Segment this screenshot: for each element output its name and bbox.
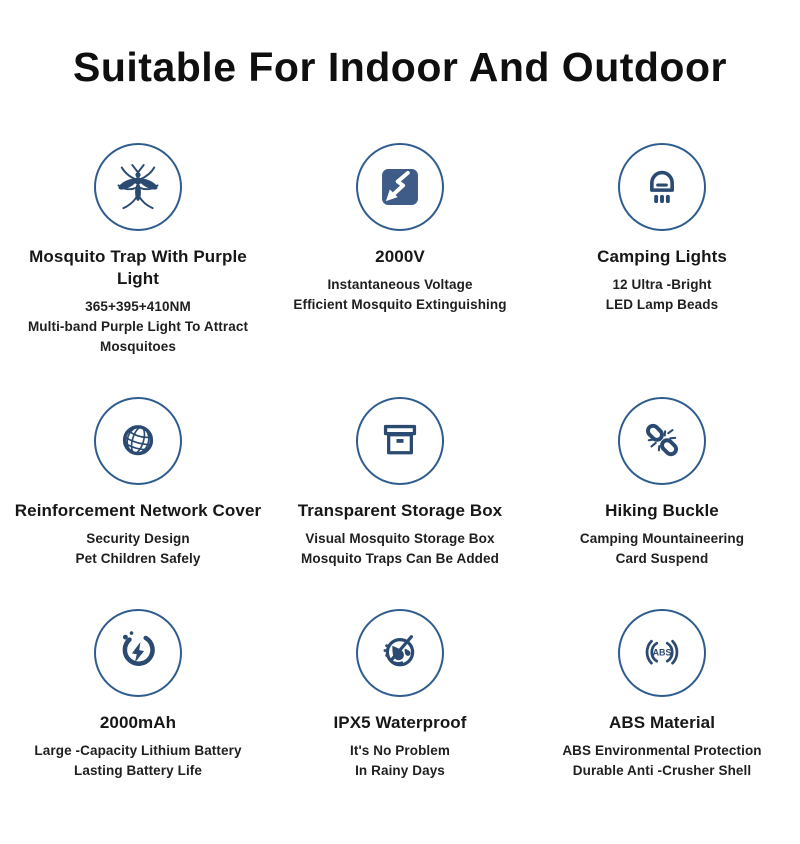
network-cover-icon [94, 397, 182, 485]
feature-desc-line: Lasting Battery Life [73, 763, 203, 778]
feature-desc-line: It's No Problem [350, 743, 450, 758]
feature-title: Mosquito Trap With Purple Light [29, 247, 247, 288]
feature-card-waterproof [269, 609, 531, 781]
feature-card-camping-lights [531, 143, 793, 357]
feature-title: 2000V [375, 247, 425, 266]
feature-title: 2000mAh [99, 713, 177, 732]
feature-desc-line: Multi-band Purple Light To Attract Mosquitoes [27, 319, 249, 354]
feature-grid [0, 143, 800, 781]
battery-icon [94, 609, 182, 697]
feature-desc-line: Visual Mosquito Storage Box [305, 531, 495, 546]
storage-box-icon [356, 397, 444, 485]
feature-desc-line: Large -Capacity Lithium Battery [34, 743, 242, 758]
product-feature-infographic [0, 44, 800, 844]
feature-desc-line: Card Suspend [615, 551, 709, 566]
abs-material-icon [618, 609, 706, 697]
mosquito-icon [94, 143, 182, 231]
feature-desc-line: ABS Environmental Protection [562, 743, 762, 758]
feature-desc-line: Camping Mountaineering [579, 531, 745, 546]
feature-title: ABS Material [608, 713, 716, 732]
feature-card-voltage [269, 143, 531, 357]
abs-icon-label: ABS [652, 647, 672, 658]
feature-title: Camping Lights [597, 247, 727, 266]
feature-desc-line: Mosquito Traps Can Be Added [301, 551, 499, 566]
feature-desc-line: Pet Children Safely [75, 551, 201, 566]
hiking-buckle-icon [618, 397, 706, 485]
page-title: Suitable For Indoor And Outdoor [73, 44, 727, 90]
feature-card-storage-box [269, 397, 531, 569]
feature-card-mosquito-trap [7, 143, 269, 357]
feature-desc-line: Instantaneous Voltage [327, 277, 473, 292]
waterproof-icon [356, 609, 444, 697]
feature-title: IPX5 Waterproof [333, 713, 467, 732]
feature-desc-line: 12 Ultra -Bright [612, 277, 712, 292]
high-voltage-icon [356, 143, 444, 231]
feature-card-hiking-buckle [531, 397, 793, 569]
feature-desc-line: Security Design [86, 531, 190, 546]
feature-card-battery [7, 609, 269, 781]
feature-desc-line: Efficient Mosquito Extinguishing [293, 297, 507, 312]
feature-desc-line: LED Lamp Beads [605, 297, 719, 312]
camping-light-icon [618, 143, 706, 231]
feature-card-network-cover [7, 397, 269, 569]
feature-title: Transparent Storage Box [297, 501, 503, 520]
feature-title: Reinforcement Network Cover [14, 501, 262, 520]
feature-desc-line: 365+395+410NM [85, 299, 191, 314]
feature-desc-line: Durable Anti -Crusher Shell [572, 763, 752, 778]
feature-title: Hiking Buckle [605, 501, 719, 520]
feature-card-abs-material [531, 609, 793, 781]
feature-desc-line: In Rainy Days [355, 763, 445, 778]
